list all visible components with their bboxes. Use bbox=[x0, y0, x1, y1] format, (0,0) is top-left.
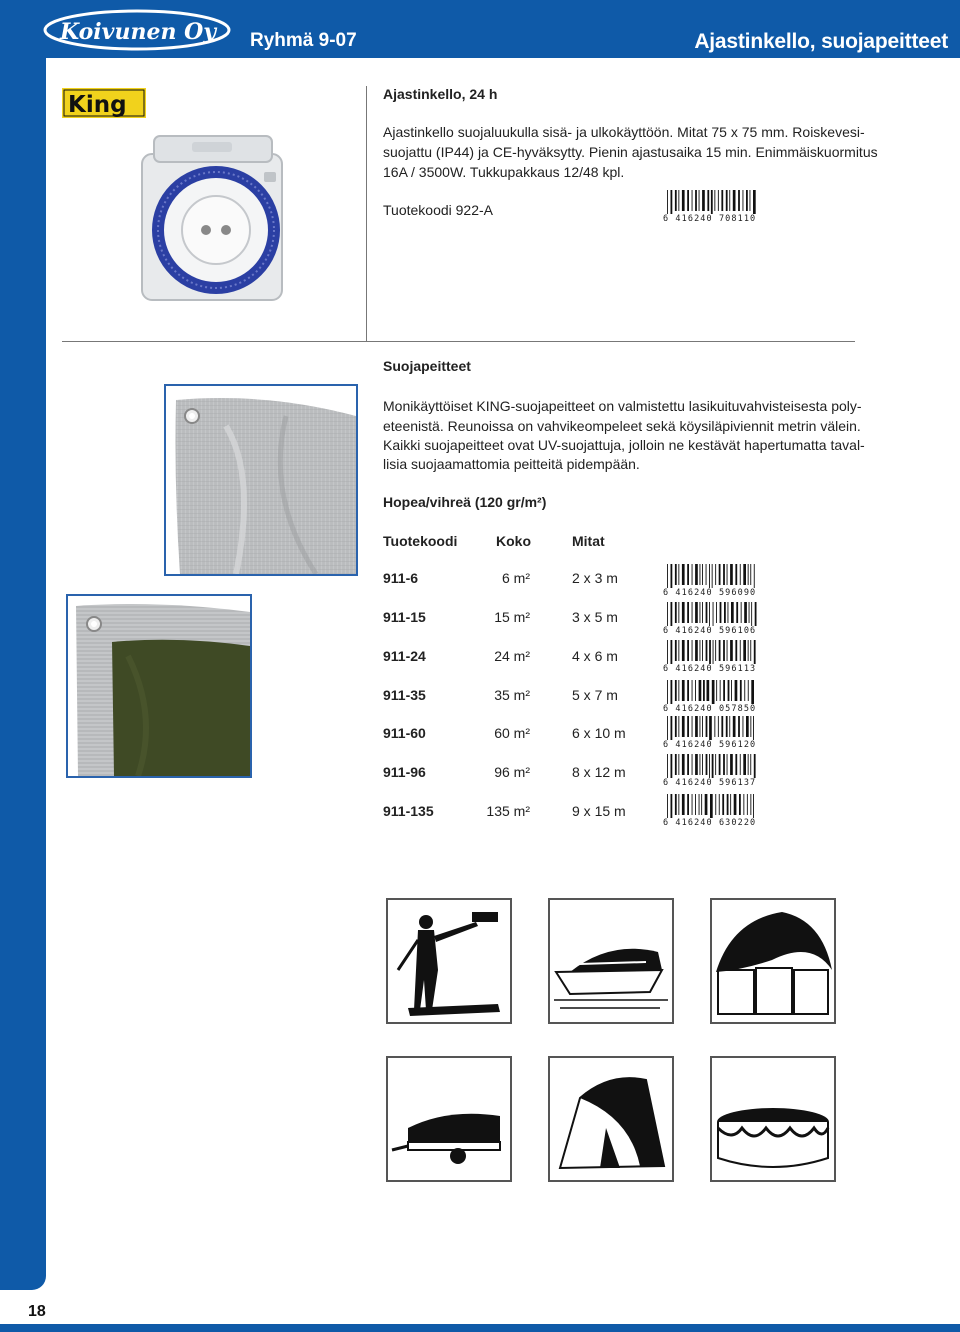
page-number: 18 bbox=[28, 1303, 46, 1320]
barcode-bar bbox=[667, 564, 668, 588]
barcode-bar bbox=[695, 794, 696, 815]
bottom-bar bbox=[0, 1324, 960, 1332]
barcode-bar bbox=[695, 754, 698, 775]
barcode-bar bbox=[743, 794, 744, 815]
barcode-number: 6 416240 596106 bbox=[663, 626, 757, 636]
row-size: 15 m² bbox=[494, 609, 530, 625]
row-code: 911-135 bbox=[383, 803, 434, 819]
barcode-bar bbox=[721, 716, 723, 737]
barcode-bar bbox=[743, 640, 746, 661]
barcode-number: 6 416240 596113 bbox=[663, 664, 757, 674]
barcode-bar bbox=[731, 602, 734, 623]
divider-vertical bbox=[366, 86, 367, 342]
barcode-bar bbox=[738, 716, 740, 737]
barcode-bar bbox=[716, 680, 717, 701]
barcode-bar bbox=[678, 680, 679, 701]
barcode-bar bbox=[675, 680, 677, 701]
barcode-bars bbox=[663, 754, 759, 778]
barcode-bar bbox=[702, 602, 703, 623]
barcode-bars bbox=[663, 190, 759, 214]
row-size: 24 m² bbox=[494, 648, 530, 664]
barcode-bar bbox=[744, 680, 745, 701]
barcode-bar bbox=[667, 794, 668, 818]
barcode-bar bbox=[735, 754, 737, 775]
barcode-bar bbox=[678, 716, 679, 737]
tarps-heading: Suojapeitteet bbox=[383, 358, 471, 374]
left-sidebar-bar bbox=[0, 58, 46, 1290]
barcode-bar bbox=[682, 680, 685, 701]
timer-desc-line-2: suojattu (IP44) ja CE-hyväksytty. Pienin ajastusaika 15 min. Enimmäiskuormitus bbox=[383, 144, 878, 160]
barcode-bar bbox=[678, 602, 679, 623]
page-header bbox=[0, 0, 960, 58]
king-logo bbox=[62, 88, 146, 118]
barcode-bar bbox=[728, 680, 730, 701]
row-size: 96 m² bbox=[494, 764, 530, 780]
barcode-bar bbox=[714, 716, 715, 737]
barcode-bar bbox=[748, 680, 749, 701]
boat-cover-icon bbox=[548, 898, 674, 1024]
row-size: 60 m² bbox=[494, 725, 530, 741]
barcode-bar bbox=[743, 754, 746, 775]
row-dims: 9 x 15 m bbox=[572, 803, 626, 819]
barcode-bar bbox=[721, 190, 723, 211]
barcode-bar bbox=[735, 640, 737, 661]
barcode-bar bbox=[687, 564, 689, 585]
barcode-bar bbox=[712, 754, 714, 778]
barcode-bar bbox=[687, 716, 689, 737]
barcode-bar bbox=[675, 190, 677, 211]
barcode-bar bbox=[741, 602, 742, 623]
barcode-bar bbox=[675, 602, 677, 623]
barcode-bar bbox=[712, 680, 715, 704]
barcode-bar bbox=[748, 640, 749, 661]
barcode-bar bbox=[739, 794, 741, 815]
barcode-bar bbox=[702, 640, 703, 661]
barcode-bar bbox=[671, 716, 673, 740]
row-dims: 6 x 10 m bbox=[572, 725, 626, 741]
barcode-bar bbox=[719, 564, 721, 585]
koivunen-logo bbox=[42, 8, 232, 52]
tarps-desc-line-1: Monikäyttöiset KING-suojapeitteet on valmistettu lasikuituvahvisteisesta poly- bbox=[383, 398, 862, 414]
barcode-bar bbox=[706, 716, 708, 737]
barcode-bar bbox=[713, 602, 714, 626]
barcode-bar bbox=[727, 794, 729, 815]
barcode-bars bbox=[663, 602, 759, 626]
barcode-bar bbox=[711, 190, 713, 214]
barcode-bar bbox=[687, 190, 689, 211]
barcode-bar bbox=[699, 680, 702, 701]
barcode-bar bbox=[699, 794, 700, 815]
barcode-bar bbox=[751, 602, 752, 626]
barcode-bar bbox=[675, 640, 677, 661]
barcode-bar bbox=[715, 794, 716, 815]
barcode-bar bbox=[723, 754, 725, 775]
barcode-bar bbox=[671, 680, 673, 704]
barcode-bar bbox=[687, 754, 689, 775]
barcode-bar bbox=[735, 564, 737, 585]
barcode-bar bbox=[687, 602, 689, 623]
barcode-bar bbox=[726, 190, 728, 211]
tarps-desc-line-3: Kaikki suojapeitteet ovat UV-suojattuja, jolloin ne kestävät hapertumatta taval- bbox=[383, 437, 865, 453]
barcode-bar bbox=[743, 564, 746, 585]
barcode-bar bbox=[675, 716, 677, 737]
barcode-number: 6 416240 630220 bbox=[663, 818, 757, 828]
barcode-bar bbox=[751, 680, 754, 704]
timer-desc-line-3: 16A / 3500W. Tukkupakkaus 12/48 kpl. bbox=[383, 164, 625, 180]
barcode-bar bbox=[667, 680, 668, 704]
barcode-bar bbox=[671, 640, 673, 664]
painter-roof-icon bbox=[386, 898, 512, 1024]
row-size: 135 m² bbox=[486, 803, 530, 819]
barcode-bar bbox=[730, 794, 731, 815]
row-size: 35 m² bbox=[494, 687, 530, 703]
barcode-bar bbox=[727, 640, 728, 661]
header-title: Ajastinkello, suojapeitteet bbox=[694, 30, 948, 53]
barcode-bar bbox=[667, 716, 668, 740]
barcode-bar bbox=[712, 564, 713, 588]
barcode-bar bbox=[715, 564, 716, 585]
barcode-bar bbox=[730, 754, 733, 775]
barcode-bar bbox=[744, 602, 747, 623]
barcode-bar bbox=[740, 680, 742, 701]
barcode-bar bbox=[753, 190, 756, 214]
barcode-bar bbox=[716, 602, 717, 623]
row-size: 6 m² bbox=[502, 570, 530, 586]
barcode-bar bbox=[709, 602, 710, 626]
barcode-number: 6 416240 596090 bbox=[663, 588, 757, 598]
barcode-bar bbox=[754, 754, 756, 778]
product-group: Ryhmä 9-07 bbox=[250, 30, 357, 51]
barcode-bar bbox=[715, 754, 716, 775]
col-header-code: Tuotekoodi bbox=[383, 533, 458, 549]
barcode-bar bbox=[709, 754, 710, 778]
barcode-bar bbox=[715, 640, 716, 661]
barcode-bar bbox=[754, 564, 755, 588]
barcode-bar bbox=[678, 564, 679, 585]
row-barcode bbox=[663, 794, 759, 830]
barcode-bar bbox=[692, 640, 693, 661]
barcode-bar bbox=[706, 640, 708, 661]
svg-text:Koivunen Oy: Koivunen Oy bbox=[60, 19, 217, 45]
barcode-bar bbox=[687, 640, 689, 661]
barcode-bar bbox=[709, 640, 711, 664]
barcode-bar bbox=[719, 794, 720, 815]
row-dims: 3 x 5 m bbox=[572, 609, 618, 625]
barcode-bar bbox=[702, 190, 705, 211]
col-header-dims: Mitat bbox=[572, 533, 605, 549]
barcode-bar bbox=[695, 716, 698, 737]
barcode-bar bbox=[730, 640, 733, 661]
barcode-bar bbox=[748, 754, 749, 775]
barcode-bar bbox=[678, 794, 679, 815]
barcode-bar bbox=[675, 564, 677, 585]
barcode-bar bbox=[719, 640, 721, 661]
barcode-bar bbox=[740, 754, 741, 775]
barcode-bar bbox=[722, 794, 724, 815]
barcode-bar bbox=[678, 190, 679, 211]
barcode-bar bbox=[682, 602, 685, 623]
row-dims: 8 x 12 m bbox=[572, 764, 626, 780]
barcode-bar bbox=[733, 716, 736, 737]
barcode-bar bbox=[750, 190, 751, 211]
barcode-bar bbox=[729, 190, 730, 211]
barcode-bars bbox=[663, 680, 759, 704]
barcode-bar bbox=[705, 794, 708, 815]
barcode-number: 6 416240 596137 bbox=[663, 778, 757, 788]
tarps-subheading: Hopea/vihreä (120 gr/m²) bbox=[383, 494, 547, 510]
barcode-bar bbox=[720, 602, 722, 623]
barcode-bar bbox=[695, 680, 696, 701]
barcode-bar bbox=[750, 716, 751, 737]
green-tarp-photo bbox=[66, 594, 252, 778]
barcode-bar bbox=[750, 564, 751, 585]
barcode-bar bbox=[750, 640, 751, 661]
row-barcode bbox=[663, 680, 759, 716]
barcode-bar bbox=[695, 640, 698, 661]
row-dims: 4 x 6 m bbox=[572, 648, 618, 664]
barcode-bar bbox=[667, 754, 668, 778]
barcode-bar bbox=[678, 754, 679, 775]
barcode-bar bbox=[700, 564, 701, 585]
barcode-bar bbox=[700, 716, 701, 737]
green-tarp-image bbox=[68, 596, 250, 776]
barcode-bar bbox=[734, 794, 737, 815]
barcode-bar bbox=[730, 564, 733, 585]
timer-barcode bbox=[663, 190, 759, 226]
barcode-bar bbox=[671, 794, 673, 818]
barcode-bar bbox=[671, 602, 673, 626]
barcode-bar bbox=[692, 794, 693, 815]
barcode-bar bbox=[740, 640, 741, 661]
barcode-bar bbox=[738, 190, 740, 211]
barcode-bar bbox=[678, 640, 679, 661]
row-barcode bbox=[663, 564, 759, 600]
barcode-bar bbox=[753, 794, 754, 818]
barcode-bar bbox=[692, 716, 693, 737]
barcode-bar bbox=[695, 564, 698, 585]
barcode-bar bbox=[750, 754, 751, 775]
barcode-bar bbox=[707, 190, 709, 211]
barcode-bar bbox=[682, 640, 685, 661]
pool-cover-icon bbox=[710, 1056, 836, 1182]
barcode-bar bbox=[707, 680, 710, 701]
barcode-bar bbox=[700, 754, 701, 775]
row-code: 911-96 bbox=[383, 764, 426, 780]
barcode-bar bbox=[682, 794, 685, 815]
barcode-bar bbox=[726, 716, 728, 737]
barcode-bar bbox=[740, 564, 741, 585]
barcode-bar bbox=[671, 564, 673, 588]
row-dims: 5 x 7 m bbox=[572, 687, 618, 703]
trailer-cover-icon bbox=[386, 1056, 512, 1182]
barcode-bar bbox=[709, 716, 712, 740]
row-barcode bbox=[663, 754, 759, 790]
barcode-number: 6 416240 708110 bbox=[663, 214, 757, 224]
barcode-bar bbox=[710, 794, 713, 818]
barcode-bars bbox=[663, 640, 759, 664]
barcode-bar bbox=[675, 754, 677, 775]
barcode-bar bbox=[748, 564, 749, 585]
barcode-bar bbox=[728, 602, 729, 623]
row-code: 911-6 bbox=[383, 570, 419, 586]
barcode-bar bbox=[720, 680, 721, 701]
divider-horizontal bbox=[62, 341, 855, 342]
barcode-bar bbox=[702, 754, 703, 775]
row-barcode bbox=[663, 602, 759, 638]
barcode-bar bbox=[702, 564, 703, 585]
barcode-bar bbox=[736, 602, 738, 623]
barcode-bar bbox=[692, 190, 693, 211]
barcode-bar bbox=[743, 716, 744, 737]
barcode-bar bbox=[735, 680, 738, 701]
barcode-bar bbox=[731, 680, 732, 701]
row-dims: 2 x 3 m bbox=[572, 570, 618, 586]
tent-cover-icon bbox=[548, 1056, 674, 1182]
barcode-bar bbox=[667, 602, 668, 626]
silver-tarp-photo bbox=[164, 384, 358, 576]
timer-product-code: Tuotekoodi 922-A bbox=[383, 202, 493, 218]
barcode-bar bbox=[702, 716, 703, 737]
barcode-bar bbox=[718, 190, 719, 211]
barcode-bar bbox=[747, 794, 748, 815]
woodpile-cover-icon bbox=[710, 898, 836, 1024]
barcode-bar bbox=[699, 190, 700, 211]
barcode-bar bbox=[746, 716, 749, 737]
barcode-bar bbox=[675, 794, 677, 815]
barcode-number: 6 416240 057850 bbox=[663, 704, 757, 714]
barcode-bar bbox=[713, 640, 714, 664]
timer-photo bbox=[136, 132, 288, 304]
barcode-bar bbox=[671, 754, 673, 778]
row-barcode bbox=[663, 716, 759, 752]
row-code: 911-15 bbox=[383, 609, 426, 625]
barcode-bar bbox=[729, 716, 730, 737]
barcode-bar bbox=[750, 794, 751, 815]
barcode-bar bbox=[692, 680, 693, 701]
tarps-desc-line-2: eteenistä. Reunoissa on vahvikeompeleet sekä köysiläpiviennit metrin välein. bbox=[383, 418, 861, 434]
barcode-bar bbox=[667, 190, 668, 214]
barcode-bar bbox=[692, 602, 693, 623]
tarps-desc-line-4: lisia suojaamattomia peitteitä pidempään. bbox=[383, 456, 640, 472]
barcode-bar bbox=[743, 190, 744, 211]
barcode-bar bbox=[719, 754, 721, 775]
barcode-bar bbox=[709, 564, 710, 588]
silver-tarp-image bbox=[166, 386, 356, 574]
barcode-bar bbox=[723, 564, 725, 585]
barcode-bars bbox=[663, 716, 759, 740]
barcode-bar bbox=[671, 190, 673, 214]
barcode-bar bbox=[695, 602, 698, 623]
barcode-bar bbox=[700, 640, 701, 661]
timer-desc-line-1: Ajastinkello suojaluukulla sisä- ja ulkokäyttöön. Mitat 75 x 75 mm. Roiskevesi- bbox=[383, 124, 865, 140]
barcode-bar bbox=[727, 754, 728, 775]
barcode-bar bbox=[682, 564, 685, 585]
barcode-bar bbox=[701, 794, 702, 815]
barcode-bar bbox=[692, 754, 693, 775]
barcode-bar bbox=[703, 680, 705, 701]
barcode-bar bbox=[746, 190, 748, 211]
barcode-bar bbox=[723, 680, 725, 701]
barcode-bar bbox=[695, 190, 697, 211]
barcode-bar bbox=[706, 602, 708, 623]
barcode-bar bbox=[706, 564, 707, 585]
barcode-bar bbox=[723, 640, 725, 661]
barcode-bars bbox=[663, 794, 759, 818]
barcode-bar bbox=[700, 602, 701, 623]
barcode-bar bbox=[682, 190, 685, 211]
timer-heading: Ajastinkello, 24 h bbox=[383, 86, 498, 102]
barcode-bar bbox=[714, 190, 715, 211]
row-code: 911-35 bbox=[383, 687, 426, 703]
barcode-bar bbox=[755, 602, 757, 626]
col-header-size: Koko bbox=[496, 533, 531, 549]
barcode-bar bbox=[749, 602, 750, 623]
barcode-bar bbox=[687, 680, 689, 701]
barcode-bar bbox=[724, 602, 726, 623]
svg-text:King: King bbox=[68, 92, 127, 118]
barcode-number: 6 416240 596120 bbox=[663, 740, 757, 750]
barcode-bar bbox=[667, 640, 668, 664]
barcode-bar bbox=[733, 190, 736, 211]
barcode-bar bbox=[718, 716, 719, 737]
row-barcode bbox=[663, 640, 759, 676]
row-code: 911-24 bbox=[383, 648, 426, 664]
barcode-bar bbox=[753, 716, 754, 740]
barcode-bar bbox=[727, 564, 728, 585]
barcode-bar bbox=[682, 754, 685, 775]
barcode-bar bbox=[682, 716, 685, 737]
barcode-bars bbox=[663, 564, 759, 588]
row-code: 911-60 bbox=[383, 725, 426, 741]
barcode-bar bbox=[692, 564, 693, 585]
barcode-bar bbox=[754, 640, 756, 664]
barcode-bar bbox=[706, 754, 708, 775]
barcode-bar bbox=[687, 794, 689, 815]
